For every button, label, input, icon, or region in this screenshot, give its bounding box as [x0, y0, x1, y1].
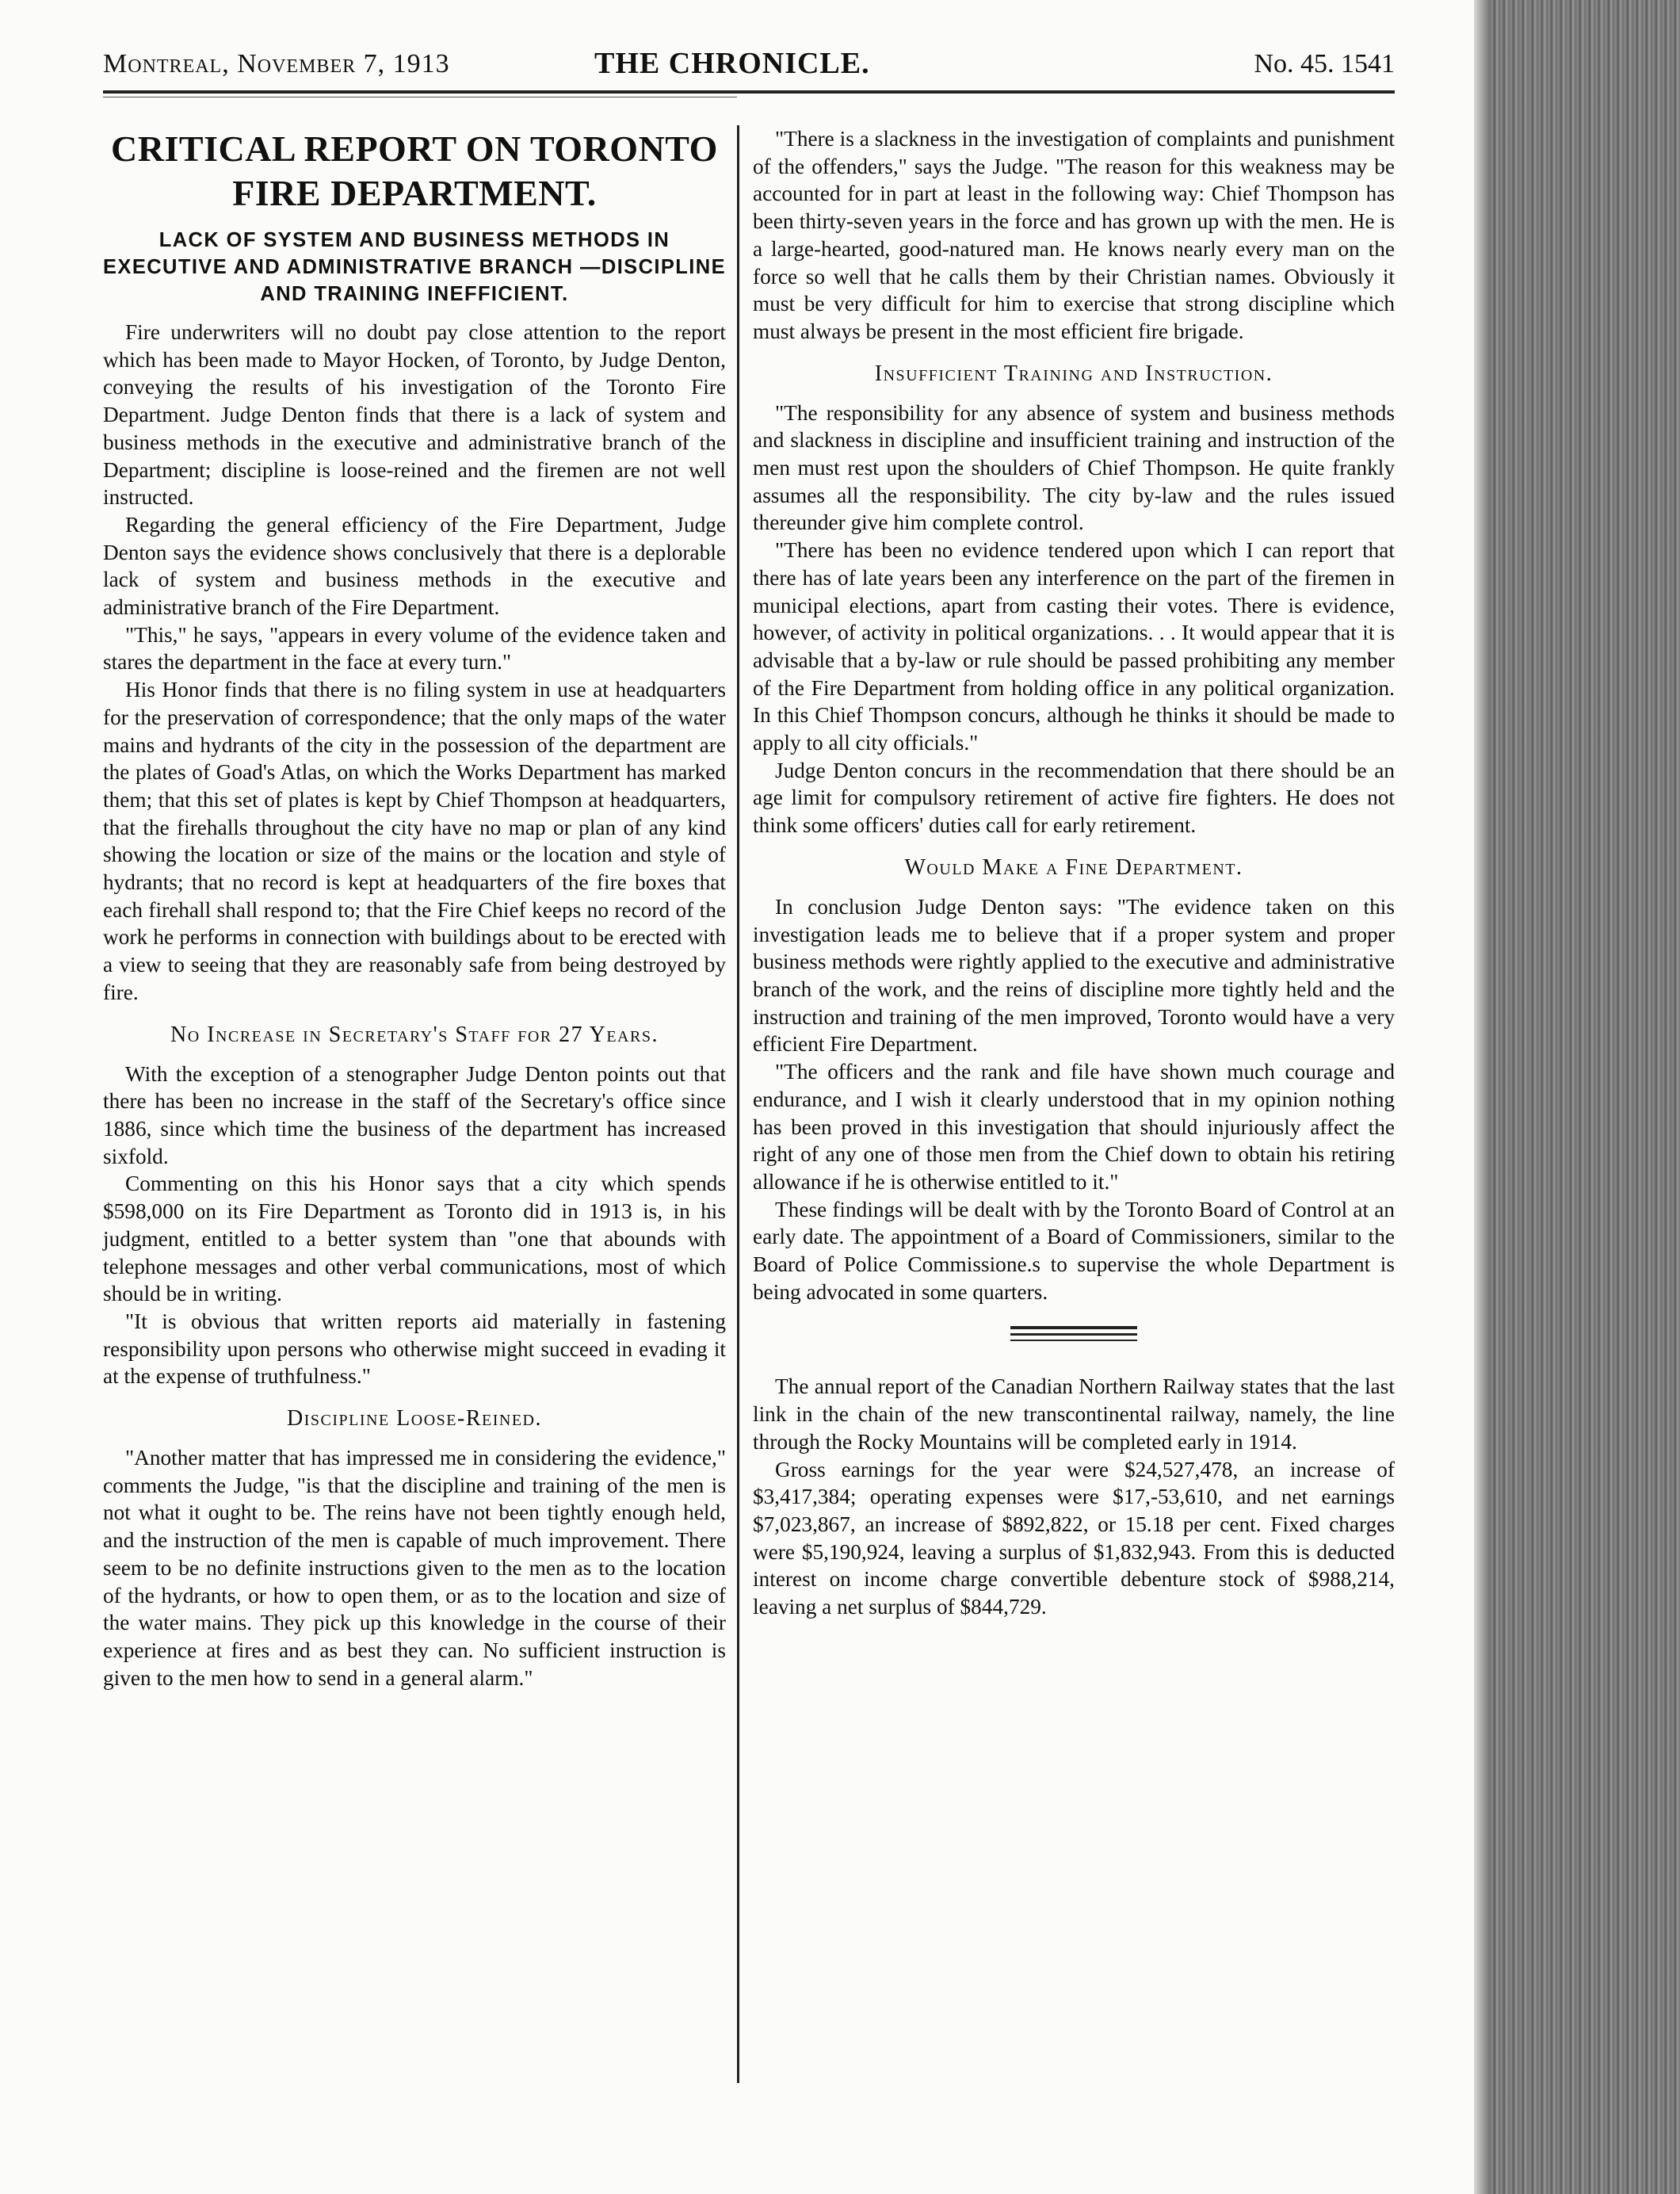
section-paragraph: With the exception of a stenographer Judge Denton points out that there has been no increase in the staff of the Secretary's office since 1886, since which time the business of the department has increased sixfold. — [103, 1061, 726, 1168]
end-rule-line — [1010, 1333, 1137, 1336]
running-head-date: Montreal, November 7, 1913 — [103, 49, 450, 78]
railway-paragraph: Gross earnings for the year were $24,527,478, an increase of $3,417,384; operating expenses were $17,-53,610, and net earnings $7,023,867, an increase of $892,822, or 15.18 per cent. Fixed charges were $5,190,924, leaving a surplus of $1,832,943. From this is deducted interest on income charge convertible debenture stock of $988,214, leaving a net surplus of $844,729. — [753, 1457, 1395, 1619]
intro-paragraph: Fire underwriters will no doubt pay close attention to the report which has been made to Mayor Hocken, of Toronto, by Judge Denton, conveying the results of his investigation of the Toronto Fire Department. Judge Denton finds that there is a lack of system and business methods in the executive and administrative branch of the Department; discipline is loose-reined and the firemen are not well instructed. — [103, 320, 726, 510]
column-divider — [737, 125, 739, 2083]
section-paragraph: "It is obvious that written reports aid materially in fastening responsibility upon persons who otherwise might succeed in evading it at the expense of truthfulness." — [103, 1309, 726, 1389]
section-paragraph: Commenting on this his Honor says that a city which spends $598,000 on its Fire Department as Toronto did in 1913 is, in his judgment, entitled to a better system than "one that abounds with telephone messages and other verbal communications, most of which should be in writing. — [103, 1172, 726, 1306]
section-heading-training: Insufficient Training and Instruction. — [874, 361, 1273, 386]
end-rule-line — [1010, 1340, 1137, 1341]
section-paragraph: "The responsibility for any absence of system and business methods and slackness in discipline and insufficient training and instruction of the men must rest upon the shoulders of Chief Thompson. He quite frankly assumes all the responsibility. The city by-law and the rules issued thereunder give him complete control. — [753, 400, 1395, 535]
running-head — [103, 46, 1395, 86]
intro-paragraph: "This," he says, "appears in every volume of the evidence taken and stares the department in the face at every turn." — [103, 622, 726, 675]
section-paragraph: "The officers and the rank and file have shown much courage and endurance, and I wish it clearly understood that in my opinion nothing has been proved in this investigation that should injuriously affect the right of any one of those men from the Chief down to obtain his retiring allowance if he is otherwise entitled to it." — [753, 1060, 1395, 1194]
left-column — [103, 127, 726, 1691]
section-heading-fine-department: Would Make a Fine Department. — [904, 854, 1243, 880]
section-paragraph: "There is a slackness in the investigation of complaints and punishment of the offenders," says the Judge. "The reason for this weakness may be accounted for in part at least in the following way: Chief Thompson has been thirty-seven years in the force and has grown up with the men. He is a large-hearted, good-natured man. He knows nearly every man on the force so well that he calls them by their Christian names. Obviously it must be very difficult for him to exercise that strong discipline which must always be present in the most efficient fire brigade. — [753, 127, 1395, 343]
right-column — [753, 125, 1395, 1621]
railway-paragraph: The annual report of the Canadian Northern Railway states that the last link in the chain of the new transcontinental railway, namely, the line through the Rocky Mountains will be completed early in 1914. — [753, 1374, 1395, 1454]
intro-paragraph: His Honor finds that there is no filing system in use at headquarters for the preservation of correspondence; that the only maps of the water mains and hydrants of the city in the possession of the department are the plates of Goad's Atlas, on which the Works Department has marked them; that this set of plates is kept by Chief Thompson at headquarters, that the firehalls throughout the city have no map or plan of any kind showing the location or size of the mains or the location and style of hydrants; that no record is kept at headquarters of the fire boxes that each firehall shall respond to; that the Fire Chief keeps no record of the work he performs in connection with buildings about to be erected with a view to seeing that they are reasonably safe from being destroyed by fire. — [103, 678, 726, 1004]
section-paragraph: "There has been no evidence tendered upon which I can report that there has of late years been any interference on the part of the firemen in municipal elections, apart from casting their votes. There is evidence, however, of activity in political organizations. . . It would appear that it is advisable that a by-law or rule should be passed prohibiting any member of the Fire Department from holding office in any political organization. In this Chief Thompson concurs, although he thinks it should be made to apply to all city officials." — [753, 538, 1395, 755]
section-paragraph: "Another matter that has impressed me in considering the evidence," comments the Judge, "is that the discipline and training of the men is not what it ought to be. The reins have not been tightly enough held, and the instruction of the men is capable of much improvement. There seem to be no definite instructions given to the men as to the location of the hydrants, or how to open them, or as to the location and size of the water mains. They pick up this knowledge in the course of their experience at fires and as best they can. No sufficient instruction is given to the men how to send in a general alarm." — [103, 1446, 726, 1690]
intro-paragraph: Regarding the general efficiency of the Fire Department, Judge Denton says the evidence shows conclusively that there is a deplorable lack of system and business methods in the executive and administrative branch of the Fire Department. — [103, 512, 726, 620]
section-heading-secretary-staff: No Increase in Secretary's Staff for 27 Years. — [170, 1022, 659, 1047]
header-rule — [103, 90, 1395, 94]
section-paragraph: These findings will be dealt with by the Toronto Board of Control at an early date. The appointment of a Board of Commissioners, similar to the Board of Police Commissione.s to supervise the whole Department is being advocated in some quarters. — [753, 1197, 1395, 1304]
publication-title: THE CHRONICLE. — [594, 47, 870, 80]
end-rule-line — [1010, 1326, 1137, 1329]
issue-page-number: No. 45. 1541 — [1254, 49, 1395, 78]
article-end-rule — [1010, 1326, 1137, 1341]
article-title: CRITICAL REPORT ON TORONTO FIRE DEPARTMENT. — [111, 128, 718, 213]
page-gutter-shadow — [1474, 0, 1491, 2194]
article-subtitle: LACK OF SYSTEM AND BUSINESS METHODS IN EXECUTIVE AND ADMINISTRATIVE BRANCH —DISCIPLINE AND TRAINING INEFFICIENT. — [103, 229, 726, 305]
section-paragraph: Judge Denton concurs in the recommendation that there should be an age limit for compulsory retirement of active fire fighters. He does not think some officers' duties call for early retirement. — [753, 758, 1395, 838]
book-page-edges — [1490, 0, 1680, 2194]
section-heading-discipline: Discipline Loose-Reined. — [287, 1406, 542, 1431]
section-paragraph: In conclusion Judge Denton says: "The evidence taken on this investigation leads me to believe that if a proper system and proper business methods were rightly applied to the executive and administrative branch of the work, and the reins of discipline more tightly held and the instruction and training of the men improved, Toronto would have a very efficient Fire Department. — [753, 894, 1395, 1057]
